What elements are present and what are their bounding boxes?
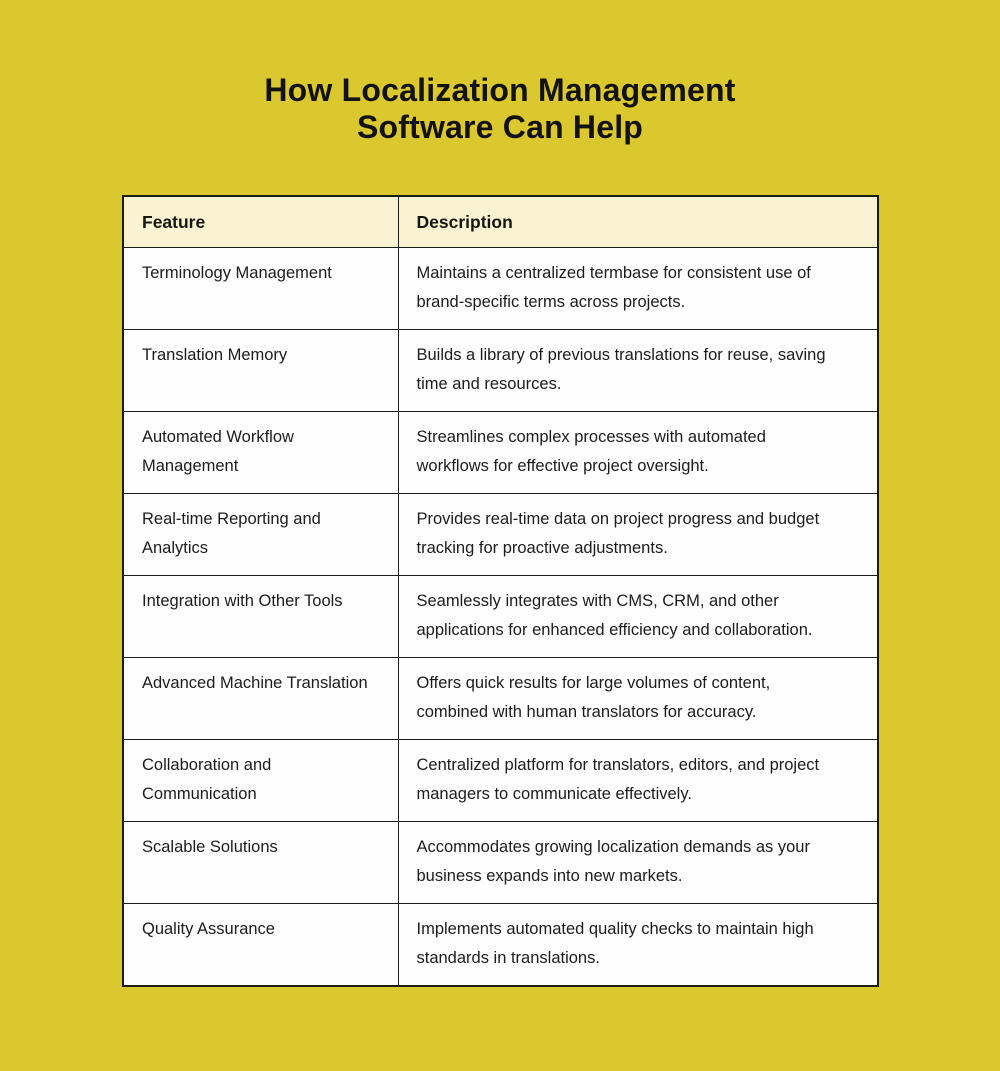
page-title-line-1: How Localization Management <box>264 72 736 108</box>
description-cell: Provides real-time data on project progress and budget tracking for proactive adjustments. <box>398 494 878 576</box>
table-row <box>123 330 878 412</box>
table-row <box>123 904 878 987</box>
description-cell: Seamlessly integrates with CMS, CRM, and other applications for enhanced efficiency and collaboration. <box>398 576 878 658</box>
feature-cell: Integration with Other Tools <box>123 576 398 658</box>
feature-cell: Advanced Machine Translation <box>123 658 398 740</box>
description-cell: Builds a library of previous translations for reuse, saving time and resources. <box>398 330 878 412</box>
feature-cell: Automated Workflow Management <box>123 412 398 494</box>
table-header-row <box>123 196 878 248</box>
description-cell: Maintains a centralized termbase for consistent use of brand-specific terms across projects. <box>398 248 878 330</box>
table-row <box>123 822 878 904</box>
page-title-line-2: Software Can Help <box>356 109 644 145</box>
page-title <box>0 72 1000 146</box>
feature-cell: Collaboration and Communication <box>123 740 398 822</box>
column-header-description: Description <box>398 196 878 248</box>
feature-cell: Quality Assurance <box>123 904 398 987</box>
feature-cell: Terminology Management <box>123 248 398 330</box>
table-row <box>123 658 878 740</box>
feature-description-table <box>122 195 879 987</box>
column-header-feature: Feature <box>123 196 398 248</box>
description-cell: Centralized platform for translators, editors, and project managers to communicate effectively. <box>398 740 878 822</box>
table-row <box>123 494 878 576</box>
feature-cell: Real-time Reporting and Analytics <box>123 494 398 576</box>
description-cell: Implements automated quality checks to maintain high standards in translations. <box>398 904 878 987</box>
description-cell: Streamlines complex processes with automated workflows for effective project oversight. <box>398 412 878 494</box>
table-row <box>123 740 878 822</box>
table-row <box>123 576 878 658</box>
feature-cell: Translation Memory <box>123 330 398 412</box>
feature-cell: Scalable Solutions <box>123 822 398 904</box>
description-cell: Accommodates growing localization demands as your business expands into new markets. <box>398 822 878 904</box>
description-cell: Offers quick results for large volumes of content, combined with human translators for accuracy. <box>398 658 878 740</box>
table-row <box>123 412 878 494</box>
table-row <box>123 248 878 330</box>
